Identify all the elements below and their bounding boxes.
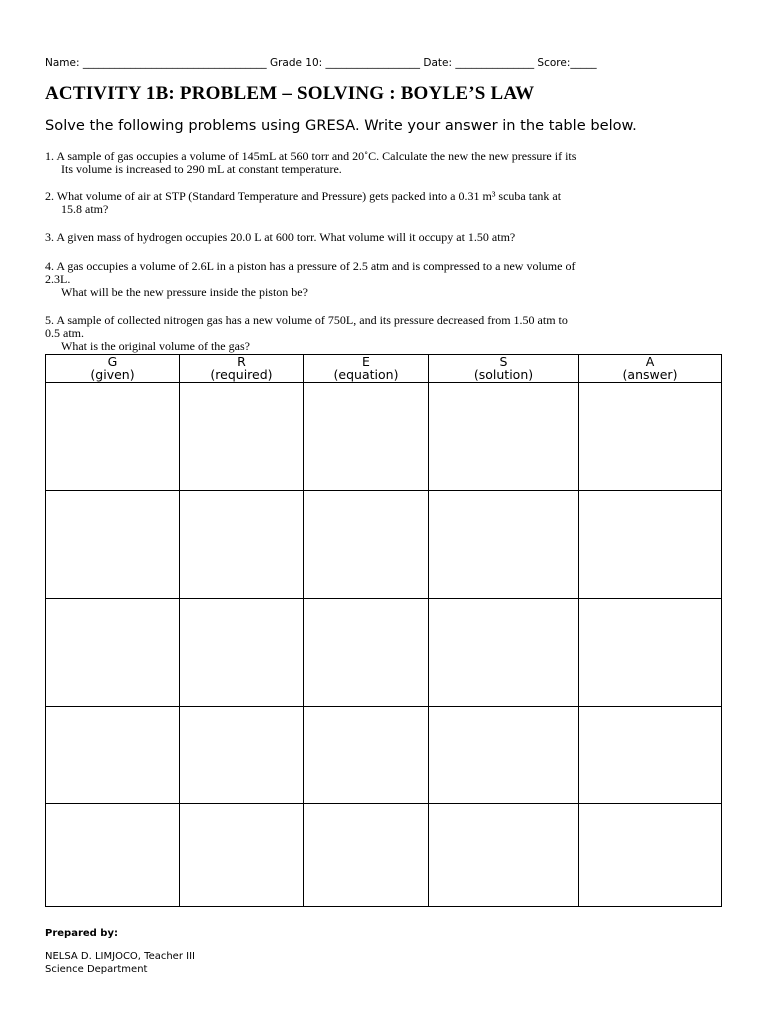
- column-letter: G: [107, 354, 118, 369]
- answer-cell[interactable]: [46, 491, 180, 599]
- answer-cell[interactable]: [429, 491, 579, 599]
- problem-2-line-2: 15.8 atm?: [61, 202, 109, 216]
- column-header-equation: [304, 355, 429, 383]
- answer-cell[interactable]: [429, 804, 579, 907]
- answer-cell[interactable]: [46, 804, 180, 907]
- answer-cell[interactable]: [429, 599, 579, 707]
- table-row: [46, 599, 722, 707]
- problem-3: [45, 231, 515, 244]
- answer-cell[interactable]: [180, 707, 304, 804]
- table-row: [46, 804, 722, 907]
- problem-4-line-3: What will be the new pressure inside the piston be?: [61, 285, 308, 299]
- problem-2: [45, 190, 561, 216]
- answer-cell[interactable]: [579, 491, 722, 599]
- column-word: (required): [210, 367, 273, 382]
- answer-cell[interactable]: [180, 804, 304, 907]
- answer-cell[interactable]: [180, 491, 304, 599]
- table-row: [46, 707, 722, 804]
- problem-5-line-1: 5. A sample of collected nitrogen gas has a new volume of 750L, and its pressure decreased from 1.50 atm to: [45, 313, 568, 327]
- problem-1-line-2: Its volume is increased to 290 mL at constant temperature.: [61, 162, 342, 176]
- table-header-row: [46, 355, 722, 383]
- column-header-required: [180, 355, 304, 383]
- answer-cell[interactable]: [180, 599, 304, 707]
- problem-4-line-2: 2.3L.: [45, 272, 71, 286]
- footer: [45, 927, 195, 976]
- problem-5: [45, 314, 568, 353]
- table-row: [46, 383, 722, 491]
- prepared-by-label: Prepared by:: [45, 928, 118, 939]
- answer-cell[interactable]: [304, 599, 429, 707]
- problem-1: [45, 150, 576, 176]
- problem-5-line-2: 0.5 atm.: [45, 326, 84, 340]
- answer-cell[interactable]: [579, 707, 722, 804]
- column-header-answer: [579, 355, 722, 383]
- problem-4-line-1: 4. A gas occupies a volume of 2.6L in a piston has a pressure of 2.5 atm and is compressed to a new volume of: [45, 259, 576, 273]
- column-letter: R: [237, 354, 246, 369]
- column-letter: E: [362, 354, 370, 369]
- answer-cell[interactable]: [429, 707, 579, 804]
- department-name: Science Department: [45, 964, 148, 975]
- problem-2-line-1: 2. What volume of air at STP (Standard Temperature and Pressure) gets packed into a 0.31 m³ scuba tank at: [45, 189, 562, 203]
- gresa-answer-table: [45, 354, 722, 907]
- answer-cell[interactable]: [46, 383, 180, 491]
- answer-cell[interactable]: [579, 599, 722, 707]
- column-word: (solution): [473, 367, 534, 382]
- problem-3-line-1: 3. A given mass of hydrogen occupies 20.0 L at 600 torr. What volume will it occupy at 1.50 atm?: [45, 230, 516, 244]
- table-row: [46, 491, 722, 599]
- column-header-given: [46, 355, 180, 383]
- answer-cell[interactable]: [304, 804, 429, 907]
- author-name: NELSA D. LIMJOCO, Teacher III: [45, 951, 195, 962]
- instructions: Solve the following problems using GRESA. Write your answer in the table below.: [45, 117, 637, 134]
- answer-cell[interactable]: [429, 383, 579, 491]
- column-word: (given): [90, 367, 135, 382]
- problem-5-line-3: What is the original volume of the gas?: [61, 339, 250, 353]
- column-letter: S: [499, 354, 508, 369]
- answer-cell[interactable]: [579, 383, 722, 491]
- answer-cell[interactable]: [46, 599, 180, 707]
- page-title: ACTIVITY 1B: PROBLEM – SOLVING : BOYLE’S LAW: [45, 83, 535, 104]
- column-word: (answer): [622, 367, 678, 382]
- answer-cell[interactable]: [304, 383, 429, 491]
- answer-cell[interactable]: [46, 707, 180, 804]
- column-header-solution: [429, 355, 579, 383]
- problem-1-line-1: 1. A sample of gas occupies a volume of 145mL at 560 torr and 20˚C. Calculate the new the new pressure if its: [45, 149, 577, 163]
- answer-cell[interactable]: [180, 383, 304, 491]
- problem-4: [45, 260, 575, 299]
- column-word: (equation): [333, 367, 399, 382]
- student-info-line: Name: ___________________________________ Grade 10: __________________ Date: _______________ Score:_____: [45, 57, 597, 69]
- answer-cell[interactable]: [304, 491, 429, 599]
- answer-cell[interactable]: [579, 804, 722, 907]
- answer-cell[interactable]: [304, 707, 429, 804]
- column-letter: A: [645, 354, 655, 369]
